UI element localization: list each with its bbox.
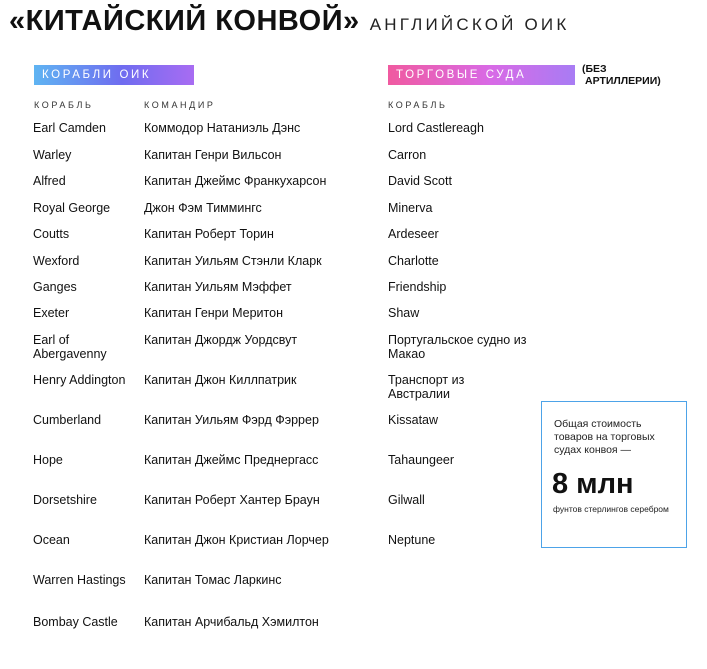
navy-ship-name: Henry Addington [33,373,126,387]
navy-ship-name: Hope [33,453,63,467]
navy-ship-commander: Капитан Арчибальд Хэмилтон [144,615,319,629]
navy-ships-badge: КОРАБЛИ ОИК [34,65,194,85]
trade-ship-name: Carron [388,148,427,162]
trade-ship-name: Neptune [388,533,436,547]
trade-ship-name: Kissataw [388,413,439,427]
navy-ship-name: Warren Hastings [33,573,126,587]
navy-ship-commander: Капитан Томас Ларкинс [144,573,282,587]
trade-ship-name: Shaw [388,306,420,320]
total-value-amount: 8 млн [552,468,634,500]
trade-ship-name: Португальское судно из Макао [388,333,527,361]
navy-ship-commander: Джон Фэм Тиммингс [144,201,262,215]
trade-ship-name: Charlotte [388,254,439,268]
navy-ship-name: Coutts [33,227,70,241]
navy-ship-commander: Капитан Генри Вильсон [144,148,282,162]
navy-ship-name: Alfred [33,174,66,188]
navy-ship-commander: Капитан Джон Киллпатрик [144,373,297,387]
navy-ship-commander: Капитан Уильям Фэрд Фэррер [144,413,319,427]
title-main: «КИТАЙСКИЙ КОНВОЙ» [9,5,360,37]
title-subtitle: АНГЛИЙСКОЙ ОИК [369,15,570,34]
trade-ship-column-header: КОРАБЛЬ [388,100,448,110]
navy-ship-column-header: КОРАБЛЬ [34,100,94,110]
commander-column-header: КОМАНДИР [144,100,216,110]
navy-ship-commander: Капитан Роберт Хантер Браун [144,493,320,507]
navy-ship-name: Wexford [33,254,80,268]
navy-ship-commander: Капитан Генри Меритон [144,306,283,320]
trade-ship-name: Friendship [388,280,447,294]
navy-ship-name: Warley [33,148,72,162]
total-value-caption: Общая стоимость товаров на торговых судах конвоя — [554,418,655,456]
navy-ship-commander: Капитан Джеймс Преднергасс [144,453,319,467]
navy-ship-commander: Капитан Джеймс Франкухарсон [144,174,327,188]
page-title [9,5,699,41]
navy-ship-commander: Капитан Джон Кристиан Лорчер [144,533,329,547]
navy-ship-name: Bombay Castle [33,615,118,629]
navy-ship-name: Earl of Abergavenny [33,333,107,361]
trade-ships-badge: ТОРГОВЫЕ СУДА [388,65,575,85]
navy-ship-commander: Капитан Уильям Мэффет [144,280,292,294]
trade-ship-name: Gilwall [388,493,425,507]
trade-ship-name: Minerva [388,201,433,215]
navy-ship-name: Earl Camden [33,121,106,135]
navy-ship-commander: Капитан Роберт Торин [144,227,274,241]
trade-ship-name: David Scott [388,174,452,188]
note-line-1: (БЕЗ [582,63,607,75]
trade-ship-name: Tahaungeer [388,453,455,467]
trade-ship-name: Lord Castlereagh [388,121,484,135]
navy-ship-name: Royal George [33,201,111,215]
total-value-unit: фунтов стерлингов серебром [553,504,669,514]
navy-ship-name: Cumberland [33,413,102,427]
navy-ship-commander: Капитан Джордж Уордсвут [144,333,298,347]
total-value-box [541,401,687,548]
navy-ship-name: Ganges [33,280,77,294]
navy-ship-name: Exeter [33,306,70,320]
navy-ship-name: Dorsetshire [33,493,97,507]
navy-ship-name: Ocean [33,533,70,547]
navy-ship-commander: Капитан Уильям Стэнли Кларк [144,254,322,268]
trade-ship-name: Ardeseer [388,227,439,241]
no-artillery-note [582,63,661,87]
trade-ship-name: Транспорт из Австралии [388,373,465,401]
navy-ship-commander: Коммодор Натаниэль Дэнс [144,121,301,135]
note-line-2: АРТИЛЛЕРИИ) [585,75,661,87]
